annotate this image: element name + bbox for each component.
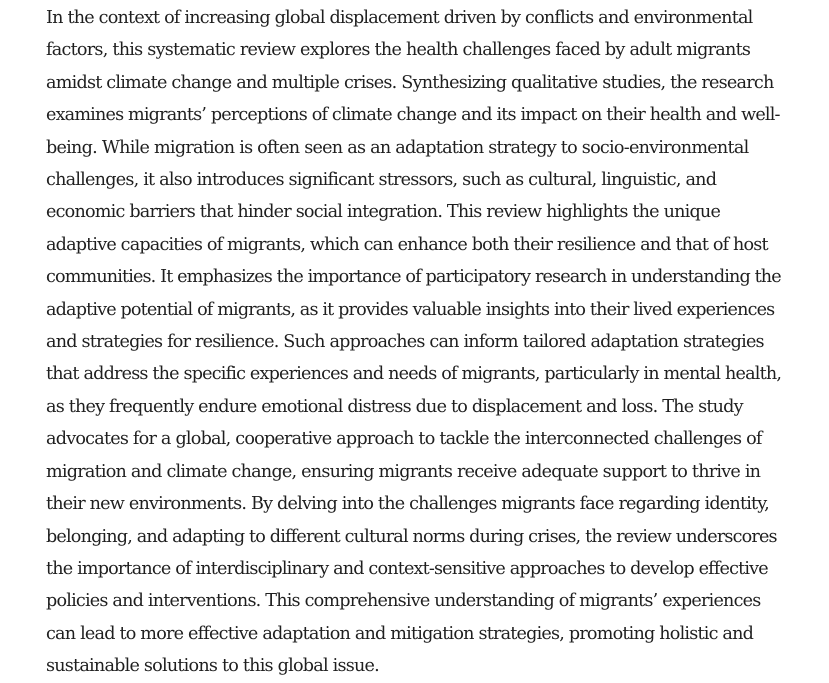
abstract-line: factors, this systematic review explores the health challenges faced by adult migrants: [46, 40, 751, 61]
abstract-paragraph: [46, 2, 829, 683]
abstract-line: In the context of increasing global displacement driven by conflicts and environmental: [46, 8, 753, 28]
abstract-line: as they frequently endure emotional distress due to displacement and loss. The study: [46, 396, 743, 417]
abstract-line: that address the specific experiences and needs of migrants, particularly in mental health,: [46, 364, 782, 385]
abstract-line: communities. It emphasizes the importance of participatory research in understanding the: [46, 267, 781, 288]
abstract-line: and strategies for resilience. Such approaches can inform tailored adaptation strategies: [46, 332, 764, 353]
abstract-line: sustainable solutions to this global issue.: [46, 656, 379, 677]
abstract-line: advocates for a global, cooperative approach to tackle the interconnected challenges of: [46, 429, 762, 450]
abstract-line: amidst climate change and multiple crises. Synthesizing qualitative studies, the research: [46, 72, 774, 93]
abstract-line: challenges, it also introduces significant stressors, such as cultural, linguistic, and: [46, 170, 717, 191]
abstract-line: belonging, and adapting to different cultural norms during crises, the review underscores: [46, 526, 777, 547]
abstract-line: examines migrants’ perceptions of climate change and its impact on their health and well-: [46, 105, 780, 126]
abstract-line: adaptive potential of migrants, as it provides valuable insights into their lived experiences: [46, 299, 775, 320]
abstract-line: being. While migration is often seen as an adaptation strategy to socio-environmental: [46, 137, 749, 158]
abstract-line: migration and climate change, ensuring migrants receive adequate support to thrive in: [46, 461, 761, 482]
abstract-line: the importance of interdisciplinary and context-sensitive approaches to develop effective: [46, 558, 768, 579]
abstract-line: can lead to more effective adaptation and mitigation strategies, promoting holistic and: [46, 623, 754, 644]
abstract-line: policies and interventions. This comprehensive understanding of migrants’ experiences: [46, 591, 761, 612]
abstract-line: their new environments. By delving into the challenges migrants face regarding identity,: [46, 494, 769, 515]
abstract-line: economic barriers that hinder social integration. This review highlights the unique: [46, 202, 721, 223]
abstract-line: adaptive capacities of migrants, which can enhance both their resilience and that of host: [46, 234, 768, 255]
